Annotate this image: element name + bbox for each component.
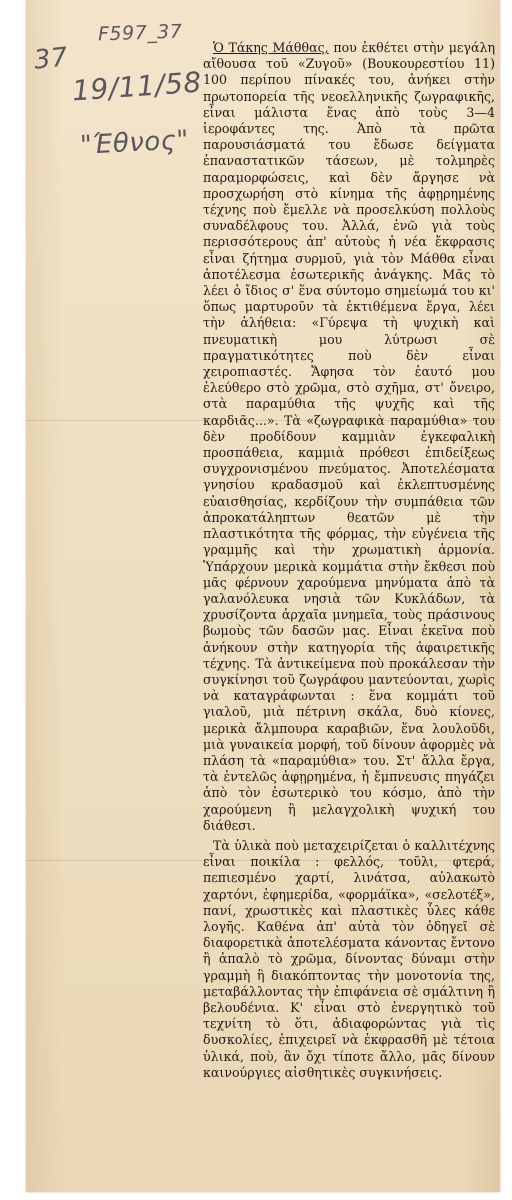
handwritten-newspaper-name: "Έθνος": [79, 125, 190, 161]
article-paragraph: Τὰ ὑλικὰ ποὺ μεταχειρίζεται ὁ καλλιτέχνης εἶναι ποικίλα : φελλός, τοῦλι, φτερά, πεπιεσμένο χαρτί, λινάτσα, αὐλακωτὸ χαρτόνι, ἐφημερίδα, «φορμάϊκα», «σελοτέξ», πανί, χρωστικὲς καὶ πλαστικὲς ὗλες κάθε λογῆς. Καθένα ἀπ' αὐτὰ τὸν ὁδηγεῖ σὲ διαφορετικὰ ἀποτελέσματα κάνοντας ἔντονο ἢ ἁπαλὸ τὸ χρῶμα, δίνοντας δύναμι στὴν γραμμὴ ἢ διακόπτοντας τὴν μονοτονία της, μεταβάλλοντας τὴν ἐπιφάνεια σὲ σμάλτινη ἢ βελουδένια. Κ' εἶναι στὸ ἐνεργητικὸ τοῦ τεχνίτη τὸ ὅτι, ἀδιαφορώντας γιὰ τὶς δυσκολίες, ἐπιχειρεῖ νὰ ἐκφρασθῆ μὲ τέτοια ὑλικά, ποὺ, ἂν ὄχι τίποτε ἄλλο, μᾶς δίνουν καινούργιες αἰσθητικὲς συγκινήσεις.: [203, 837, 495, 1080]
handwritten-reference-code: F597_37: [97, 20, 183, 46]
article-paragraph-text: που ἐκθέτει στὴν μεγάλη αἴθουσα τοῦ «Ζυγοῦ» (Βουκουρεστίου 11) 100 περίπου πίνακές του, ἀνήκει στὴν πρωτοπορεία τῆς νεοελληνικῆς ζωγραφικῆς, εἶναι μάλιστα ἕνας ἀπὸ τοὺς 3—4 ἱεροφάντες της. Ἀπὸ τὰ πρῶτα παρουσιάσματά του ἔδωσε δείγματα ἐπαναστατικῶν τάσεων, μὲ τολμηρὲς παραμορφώσεις, καὶ δὲν ἄργησε νὰ προσχωρήση στὸ κίνημα τῆς ἀφῃρημένης τέχνης ποὺ ἔμελλε νὰ προσελκύση πολλοὺς συναδέλφους του. Ἀλλά, ἐνῶ γιὰ τοὺς περισσότερους ἀπ' αὐτοὺς ἡ νέα ἔκφρασις εἶναι ζήτημα συρμοῦ, γιὰ τὸν Μάθθα εἶναι ἀποτέλεσμα ἐσωτερικῆς ἀνάγκης. Μᾶς τὸ λέει ὁ ἴδιος σ' ἕνα σύντομο σημείωμά του κι' ὅπως μαρτυροῦν τὰ ἐκτιθέμενα ἔργα, λέει τὴν ἀλήθεια: «Γύρεψα τὴ ψυχικὴ καὶ πνευματικὴ μου λύτρωσι σὲ πραγματικότητες ποὺ δὲν εἶναι χειροπιαστές. Ἄφησα τὸν ἑαυτό μου ἐλεύθερο στὸ χρῶμα, στὸ σχῆμα, στ' ὄνειρο, στὰ παραμύθια τῆς ψυχῆς καὶ τῆς καρδιᾶς...». Τὰ «ζωγραφικὰ παραμύθια» του δὲν προδίδουν καμμιὰν ἐγκεφαλικὴ προσπάθεια, καμμιὰ πρόθεσι ἐπιδείξεως συγχρονισμένου πνεύματος. Ἀποτελέσματα γνησίου κραδασμοῦ καὶ ἐκλεπτυσμένης εὐαισθησίας, κερδίζουν τὴν συμπάθεια τῶν ἀπροκατάληπτων θεατῶν μὲ τὴν πλαστικότητα τῆς φόρμας, τὴν εὐγένεια τῆς γραμμῆς καὶ τὴν χρωματικὴ ἁρμονία. Ὑπάρχουν μερικὰ κομμάτια στὴν ἔκθεσι ποὺ μᾶς φέρνουν χαρούμενα μηνύματα ἀπὸ τὰ γαλανόλευκα νησιὰ τῶν Κυκλάδων, τὰ χρυσίζοντα ἀρχαῖα μνημεῖα, τοὺς πράσινους βωμοὺς τῶν δασῶν μας. Εἶναι ἐκεῖνα ποὺ ἀνήκουν στὴν κατηγορία τῆς ἀφαιρετικῆς τέχνης. Τὰ ἀντικείμενα ποὺ προκάλεσαν τὴν συγκίνησι τοῦ ζωγράφου μαντεύονται, χωρὶς νὰ καταγράφωνται : ἕνα κομμάτι τοῦ γιαλοῦ, μιὰ πέτρινη σκάλα, δυὸ κίονες, μερικὰ ἄλμπουρα καραβιῶν, ἕνα λουλοῦδι, μιὰ γυναικεία μορφή, τοῦ δίνουν ἀφορμὲς νὰ πλάση τὰ «παραμύθια» του. Στ' ἄλλα ἔργα, τὰ ἐντελῶς ἀφῃρημένα, ἡ ἔμπνευσις πηγάζει ἀπὸ τὸν ἐσωτερικὸ του κόσμο, ἀπὸ τὴν χαρούμενη ἢ μελαγχολικὴ ψυχική του διάθεσι.: [203, 40, 495, 833]
article-column: [203, 40, 495, 1081]
article-lead: Ὁ Τάκης Μάθθας,: [213, 40, 329, 55]
handwritten-date: 19/11/58: [71, 65, 203, 108]
article-paragraph: [203, 40, 495, 834]
handwritten-page-number: 37: [32, 42, 70, 76]
